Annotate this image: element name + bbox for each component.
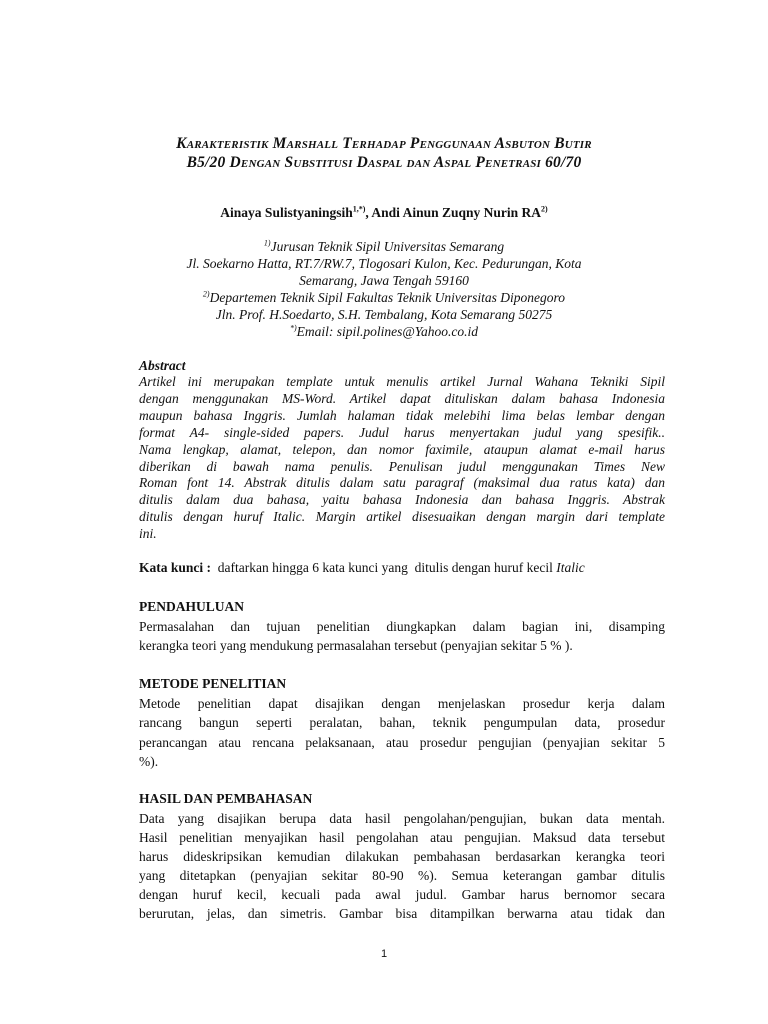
abstract-heading: Abstract bbox=[139, 358, 186, 373]
body-line: perancangan atau rencana pelaksanaan, atau prosedur pengujian (penyajian sekitar 5 bbox=[139, 734, 665, 750]
section-body-metode bbox=[139, 694, 665, 771]
section-heading-pendahuluan: PENDAHULUAN bbox=[139, 599, 245, 614]
abstract-line: Roman font 14. Abstrak ditulis dalam satu paragraf (maksimal dua ratus kata) dan bbox=[139, 475, 665, 491]
email-mark: *) bbox=[289, 323, 297, 333]
affiliation-1-address-1: Jl. Soekarno Hatta, RT.7/RW.7, Tlogosari Kulon, Kec. Pedurungan, Kota bbox=[186, 255, 582, 271]
abstract-line: ditulis dalam dua bahasa, yaitu bahasa Indonesia dan bahasa Inggris. Abstrak bbox=[139, 492, 665, 508]
section-body-hasil bbox=[139, 809, 665, 924]
body-line: kerangka teori yang mendukung permasalahan tersebut (penyajian sekitar 5 % ). bbox=[139, 638, 573, 654]
body-line: Permasalahan dan tujuan penelitian diungkapkan dalam bagian ini, disamping bbox=[139, 619, 665, 634]
section-body-pendahuluan bbox=[139, 617, 665, 656]
abstract-body bbox=[139, 374, 665, 543]
keywords bbox=[139, 560, 585, 576]
affiliation-1-address-2: Semarang, Jawa Tengah 59160 bbox=[299, 272, 469, 288]
contact-email bbox=[100, 324, 668, 341]
title-line-1: Karakteristik Marshall Terhadap Penggunaan Asbuton Butir bbox=[176, 135, 592, 152]
body-line: %). bbox=[139, 753, 159, 769]
keywords-label: Kata kunci : bbox=[139, 560, 212, 575]
body-line: yang ditetapkan (penyajian sekitar 80-90 %). Semua keterangan gambar ditulis bbox=[139, 868, 665, 884]
keywords-text: daftarkan hingga 6 kata kunci yang ditulis dengan huruf kecil bbox=[211, 560, 557, 575]
affiliation-1-text: Jurusan Teknik Sipil Universitas Semarang bbox=[270, 239, 505, 254]
affiliation-2-name bbox=[100, 290, 668, 307]
author-separator: , bbox=[365, 205, 372, 220]
abstract-line: Artikel ini merupakan template untuk menulis artikel Jurnal Wahana Tekniki Sipil bbox=[139, 374, 665, 389]
author-1-name: Ainaya Sulistyaningsih bbox=[220, 205, 353, 220]
affiliation-2-mark: 2) bbox=[202, 289, 210, 299]
email-text: Email: sipil.polines@Yahoo.co.id bbox=[296, 323, 479, 339]
section-heading-hasil: HASIL DAN PEMBAHASAN bbox=[139, 791, 313, 806]
affiliations bbox=[100, 239, 668, 340]
body-line: harus dideskripsikan kemudian dilakukan pembahasan berdasarkan kerangka teori bbox=[139, 849, 665, 865]
affiliation-2-address: Jln. Prof. H.Soedarto, S.H. Tembalang, Kota Semarang 50275 bbox=[215, 306, 553, 322]
author-list bbox=[100, 205, 668, 221]
body-line: rancang bangun seperti peralatan, bahan, teknik pengumpulan data, prosedur bbox=[139, 715, 665, 731]
section-heading-metode: METODE PENELITIAN bbox=[139, 676, 287, 691]
body-line: berurutan, jelas, dan simetris. Gambar bisa ditampilkan berwarna atau tidak dan bbox=[139, 906, 665, 922]
paper-title bbox=[100, 134, 668, 172]
title-line-2: B5/20 Dengan Substitusi Daspal dan Aspal Penetrasi 60/70 bbox=[186, 154, 582, 171]
body-line: Data yang disajikan berupa data hasil pengolahan/pengujian, bukan data mentah. bbox=[139, 811, 665, 826]
keywords-italic-word: Italic bbox=[556, 560, 585, 575]
body-line: Hasil penelitian menyajikan hasil pengolahan atau pengujian. Maksud data tersebut bbox=[139, 830, 665, 846]
body-line: dengan huruf kecil, kecuali pada awal judul. Gambar harus bernomor secara bbox=[139, 887, 665, 903]
abstract-line: Nama lengkap, alamat, telepon, dan nomor faximile, ataupun alamat e-mail harus bbox=[139, 441, 665, 457]
abstract-line: diberikan di bawah nama penulis. Penulisan judul menggunakan Times New bbox=[139, 458, 665, 474]
affiliation-1-mark: 1) bbox=[263, 238, 271, 248]
affiliation-1-name bbox=[100, 239, 668, 256]
author-1-affil-mark: 1,*) bbox=[352, 204, 366, 214]
abstract-line: format A4- single-sided papers. Judul harus menyertakan judul yang spesifik.. bbox=[139, 424, 665, 440]
abstract-line: dengan menggunakan MS-Word. Artikel dapat dituliskan dalam bahasa Indonesia bbox=[139, 390, 665, 406]
author-2-affil-mark: 2) bbox=[541, 204, 548, 214]
abstract-line: maupun bahasa Inggris. Jumlah halaman tidak melebihi lima belas lembar dengan bbox=[139, 407, 665, 423]
author-2-name: Andi Ainun Zuqny Nurin RA bbox=[371, 205, 542, 220]
page-number: 1 bbox=[380, 948, 388, 960]
abstract-line: ditulis dengan huruf Italic. Margin artikel disesuaikan dengan margin dari template bbox=[139, 509, 665, 525]
abstract-line: ini. bbox=[139, 526, 157, 542]
body-line: Metode penelitian dapat disajikan dengan menjelaskan prosedur kerja dalam bbox=[139, 696, 665, 711]
affiliation-2-text: Departemen Teknik Sipil Fakultas Teknik Universitas Diponegoro bbox=[209, 289, 566, 305]
